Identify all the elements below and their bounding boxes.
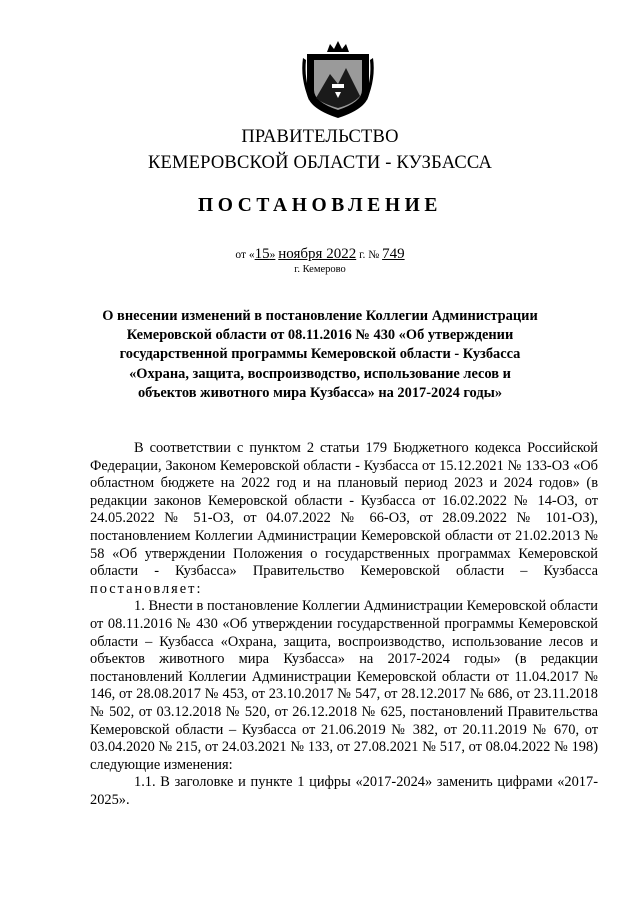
number-sign: №	[368, 249, 380, 261]
body-paragraph-3: 1.1. В заголовке и пункте 1 цифры «2017-2024» заменить цифрами «2017-2025».	[90, 774, 598, 808]
document-city: г. Кемерово	[294, 264, 346, 275]
date-year-suffix: г.	[359, 249, 366, 261]
document-type-heading: ПОСТАНОВЛЕНИЕ	[197, 195, 443, 216]
document-date-line	[0, 246, 640, 263]
document-body	[90, 440, 598, 809]
document-number: 749	[382, 246, 405, 262]
government-name-line2: КЕМЕРОВСКОЙ ОБЛАСТИ - КУЗБАССА	[147, 153, 493, 173]
date-month-year: ноября 2022	[278, 246, 357, 262]
document-title: О внесении изменений в постановление Коллегии Администрации Кемеровской области от 08.11.2016 № 430 «Об утверждении государственной программы Кемеровской области - Кузбасса «Охрана, защита, воспроизводство, использование лесов и объектов животного мира Кузбасса» на 2017-2024 годы»	[102, 308, 538, 401]
body-paragraph-2: 1. Внести в постановление Коллегии Администрации Кемеровской области от 08.11.2016 № 430 «Об утверждении государственной программы Кемеровской области – Кузбасса «Охрана, защита, воспроизводство, использование лесов и объектов животного мира Кузбасса» на 2017-2024 годы» (в редакции постановлений Коллегии Администрации Кемеровской области от 11.04.2017 № 146, от 28.08.2017 № 453, от 23.10.2017 № 547, от 28.12.2017 № 686, от 23.11.2018 № 502, от 03.12.2018 № 520, от 26.12.2018 № 625, постановлений Правительства Кемеровской области – Кузбасса от 21.06.2019 № 382, от 20.11.2019 № 670, от 03.04.2020 № 215, от 24.03.2021 № 133, от 27.08.2021 № 517, от 08.04.2022 № 198) следующие изменения:	[90, 598, 598, 773]
coat-of-arms-emblem	[299, 38, 377, 120]
date-day: 15	[254, 246, 270, 262]
paragraph-1-text: В соответствии с пунктом 2 статьи 179 Бюджетного кодекса Российской Федерации, Законом Кемеровской области - Кузбасса от 15.12.2021 № 133-ОЗ «Об областном бюджете на 2022 год и на плановый период 2023 и 2024 годов» (в редакции законов Кемеровской области - Кузбасса от 16.02.2022 № 14-ОЗ, от 24.05.2022 № 51-ОЗ, от 04.07.2022 № 66-ОЗ, от 28.09.2022 № 101-ОЗ), постановлением Коллегии Администрации Кемеровской области от 21.02.2013 № 58 «Об утверждении Положения о государственных программах Кемеровской области - Кузбасса» Правительство Кемеровской области – Кузбасса	[90, 440, 598, 580]
body-paragraph-1	[90, 440, 598, 598]
decree-word: постановляет:	[90, 580, 203, 597]
date-quote-close: »	[269, 249, 276, 261]
date-prefix: от «	[235, 249, 255, 261]
government-name-line1: ПРАВИТЕЛЬСТВО	[241, 127, 399, 147]
